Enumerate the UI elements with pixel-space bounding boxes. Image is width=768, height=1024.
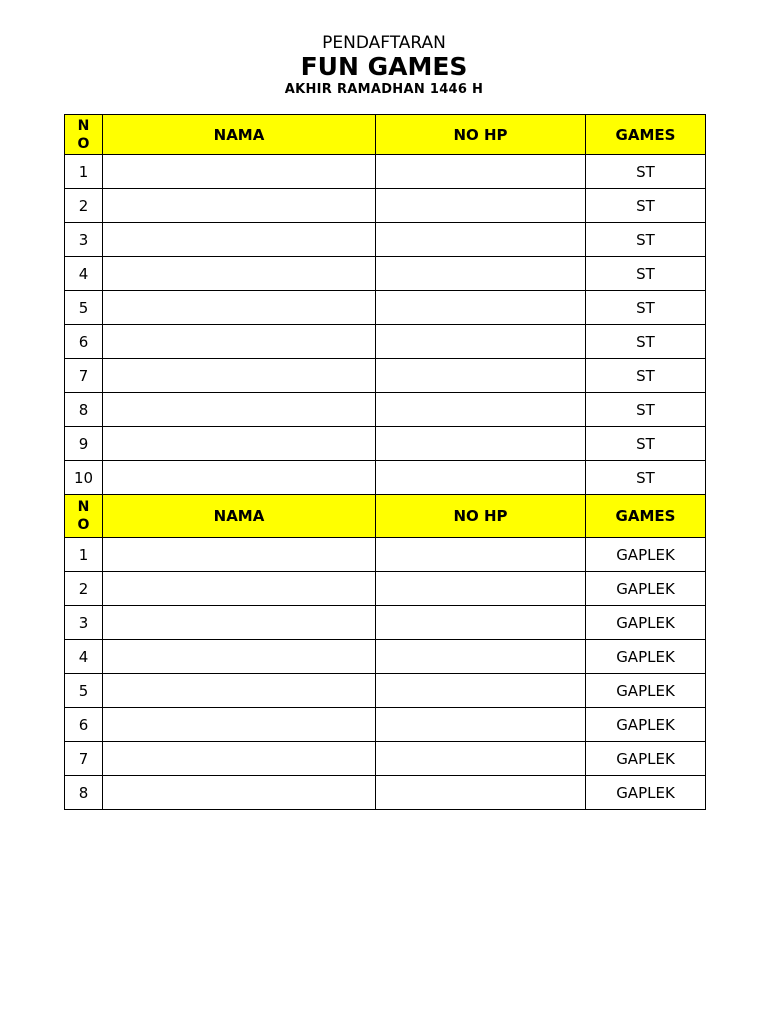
cell-no-hp[interactable] — [376, 461, 586, 495]
cell-nama[interactable] — [103, 427, 376, 461]
table-header-row — [65, 115, 706, 155]
cell-nama[interactable] — [103, 223, 376, 257]
cell-games: ST — [586, 223, 706, 257]
table-row — [65, 776, 706, 810]
table-row — [65, 223, 706, 257]
table-row — [65, 257, 706, 291]
table-row — [65, 572, 706, 606]
cell-games: ST — [586, 189, 706, 223]
col-header-no-hp: NO HP — [376, 115, 586, 155]
cell-no: 8 — [65, 393, 103, 427]
cell-no-hp[interactable] — [376, 427, 586, 461]
col-header-nama: NAMA — [103, 115, 376, 155]
cell-nama[interactable] — [103, 606, 376, 640]
cell-nama[interactable] — [103, 572, 376, 606]
cell-games: ST — [586, 291, 706, 325]
cell-nama[interactable] — [103, 189, 376, 223]
cell-no-hp[interactable] — [376, 606, 586, 640]
cell-no: 2 — [65, 189, 103, 223]
cell-no-hp[interactable] — [376, 325, 586, 359]
cell-no-hp[interactable] — [376, 359, 586, 393]
cell-games: GAPLEK — [586, 572, 706, 606]
cell-no: 5 — [65, 291, 103, 325]
cell-no: 8 — [65, 776, 103, 810]
cell-no-hp[interactable] — [376, 674, 586, 708]
doc-subtitle: AKHIR RAMADHAN 1446 H — [284, 82, 484, 97]
cell-no-hp[interactable] — [376, 393, 586, 427]
table-row — [65, 640, 706, 674]
table-row — [65, 674, 706, 708]
cell-nama[interactable] — [103, 708, 376, 742]
doc-title-line1: PENDAFTARAN — [322, 33, 446, 53]
cell-games: ST — [586, 325, 706, 359]
cell-games: ST — [586, 461, 706, 495]
table-row — [65, 427, 706, 461]
cell-games: GAPLEK — [586, 674, 706, 708]
col-header-nama: NAMA — [103, 495, 376, 538]
cell-nama[interactable] — [103, 461, 376, 495]
cell-no: 1 — [65, 538, 103, 572]
doc-title: FUN GAMES — [300, 52, 468, 81]
col-header-games: GAMES — [586, 495, 706, 538]
cell-games: ST — [586, 393, 706, 427]
cell-no-hp[interactable] — [376, 155, 586, 189]
table-row — [65, 189, 706, 223]
table-row — [65, 538, 706, 572]
cell-no: 3 — [65, 223, 103, 257]
cell-nama[interactable] — [103, 538, 376, 572]
table-row — [65, 606, 706, 640]
cell-no: 6 — [65, 325, 103, 359]
cell-no-hp[interactable] — [376, 291, 586, 325]
cell-nama[interactable] — [103, 776, 376, 810]
cell-no: 2 — [65, 572, 103, 606]
document-header — [0, 33, 768, 98]
registration-table — [64, 114, 706, 810]
table-row — [65, 359, 706, 393]
cell-no-hp[interactable] — [376, 572, 586, 606]
cell-games: ST — [586, 257, 706, 291]
cell-games: ST — [586, 359, 706, 393]
table-row — [65, 291, 706, 325]
cell-no-hp[interactable] — [376, 742, 586, 776]
cell-games: GAPLEK — [586, 776, 706, 810]
cell-no-hp[interactable] — [376, 257, 586, 291]
cell-nama[interactable] — [103, 393, 376, 427]
col-header-no: N O — [65, 495, 103, 538]
cell-no-hp[interactable] — [376, 538, 586, 572]
cell-games: GAPLEK — [586, 640, 706, 674]
cell-no: 5 — [65, 674, 103, 708]
cell-nama[interactable] — [103, 155, 376, 189]
cell-nama[interactable] — [103, 359, 376, 393]
cell-nama[interactable] — [103, 674, 376, 708]
cell-games: GAPLEK — [586, 606, 706, 640]
cell-games: GAPLEK — [586, 742, 706, 776]
table-row — [65, 325, 706, 359]
cell-no: 9 — [65, 427, 103, 461]
cell-games: ST — [586, 155, 706, 189]
cell-nama[interactable] — [103, 291, 376, 325]
table-row — [65, 393, 706, 427]
cell-no: 6 — [65, 708, 103, 742]
cell-no: 4 — [65, 257, 103, 291]
cell-games: GAPLEK — [586, 708, 706, 742]
table-row — [65, 461, 706, 495]
cell-no-hp[interactable] — [376, 776, 586, 810]
cell-games: ST — [586, 427, 706, 461]
cell-no: 1 — [65, 155, 103, 189]
col-header-no: N O — [65, 115, 103, 155]
cell-no-hp[interactable] — [376, 640, 586, 674]
cell-no: 10 — [65, 461, 103, 495]
cell-no: 7 — [65, 742, 103, 776]
cell-nama[interactable] — [103, 640, 376, 674]
cell-no: 7 — [65, 359, 103, 393]
cell-nama[interactable] — [103, 257, 376, 291]
table-header-row-2 — [65, 495, 706, 538]
cell-nama[interactable] — [103, 325, 376, 359]
cell-nama[interactable] — [103, 742, 376, 776]
cell-no-hp[interactable] — [376, 708, 586, 742]
cell-no-hp[interactable] — [376, 189, 586, 223]
col-header-games: GAMES — [586, 115, 706, 155]
cell-no: 3 — [65, 606, 103, 640]
col-header-no-hp: NO HP — [376, 495, 586, 538]
table-row — [65, 155, 706, 189]
table-row — [65, 742, 706, 776]
cell-games: GAPLEK — [586, 538, 706, 572]
cell-no: 4 — [65, 640, 103, 674]
cell-no-hp[interactable] — [376, 223, 586, 257]
table-row — [65, 708, 706, 742]
